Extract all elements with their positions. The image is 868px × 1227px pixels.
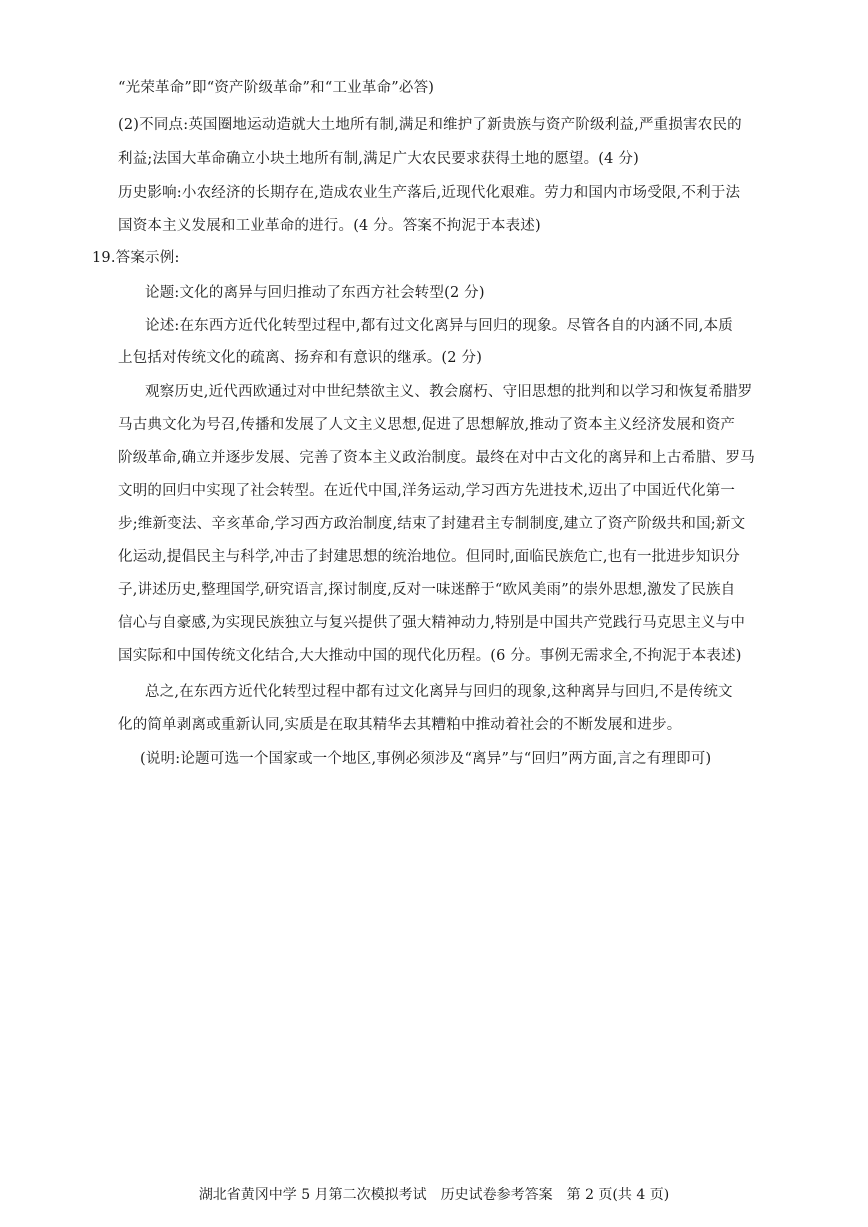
q19-summary-line: 化的简单剥离或重新认同,实质是在取其精华去其糟粕中推动着社会的不断发展和进步。	[118, 717, 682, 733]
q19-argument-line: 论述:在东西方近代化转型过程中,都有过文化离异与回归的现象。尽管各自的内涵不同,本质	[145, 318, 733, 334]
q19-header: 19.答案示例:	[92, 250, 180, 266]
page-footer: 湖北省黄冈中学 5 月第二次模拟考试 历史试卷参考答案 第 2 页(共 4 页)	[198, 1187, 670, 1203]
q19-body-line: 子,讲述历史,整理国学,研究语言,探讨制度,反对一味迷醉于“欧风美雨”的崇外思想,激发了民族自	[118, 582, 736, 598]
q18-impact-line: 历史影响:小农经济的长期存在,造成农业生产落后,近现代化艰难。劳力和国内市场受限,不利于法	[118, 185, 741, 201]
q18-difference-line: 利益;法国大革命确立小块土地所有制,满足广大农民要求获得土地的愿望。(4 分)	[118, 151, 639, 167]
q19-body-line: 信心与自豪感,为实现民族独立与复兴提供了强大精神动力,特别是中国共产党践行马克思主义与中	[118, 615, 746, 631]
q18-text-line: “光荣革命”即“资产阶级革命”和“工业革命”必答)	[118, 80, 435, 96]
q19-body-line: 阶级革命,确立并逐步发展、完善了资本主义政治制度。最终在对中古文化的离异和上古希腊、罗马	[118, 450, 755, 466]
q19-body-line: 观察历史,近代西欧通过对中世纪禁欲主义、教会腐朽、守旧思想的批判和以学习和恢复希腊罗	[145, 384, 753, 400]
q19-body-line: 化运动,提倡民主与科学,冲击了封建思想的统治地位。但同时,面临民族危亡,也有一批进步知识分	[118, 549, 740, 565]
q19-argument-line: 上包括对传统文化的疏离、扬弃和有意识的继承。(2 分)	[118, 350, 483, 366]
q18-impact-line: 国资本主义发展和工业革命的进行。(4 分。答案不拘泥于本表述)	[118, 218, 541, 234]
q18-difference-line: (2)不同点:英国圈地运动造就大土地所有制,满足和维护了新贵族与资产阶级利益,严重损害农民的	[118, 117, 742, 133]
q19-thesis: 论题:文化的离异与回归推动了东西方社会转型(2 分)	[145, 285, 485, 301]
q19-body-line: 文明的回归中实现了社会转型。在近代中国,洋务运动,学习西方先进技术,迈出了中国近代化第一	[118, 483, 736, 499]
q19-body-line: 马古典文化为号召,传播和发展了人文主义思想,促进了思想解放,推动了资本主义经济发展和资产	[118, 417, 736, 433]
q19-body-line: 步;维新变法、辛亥革命,学习西方政治制度,结束了封建君主专制制度,建立了资产阶级共和国;新文	[118, 516, 746, 532]
q19-summary-line: 总之,在东西方近代化转型过程中都有过文化离异与回归的现象,这种离异与回归,不是传统文	[145, 684, 733, 700]
q19-note: (说明:论题可选一个国家或一个地区,事例必须涉及“离异”与“回归”两方面,言之有理即可)	[140, 751, 712, 767]
q19-body-line: 国实际和中国传统文化结合,大大推动中国的现代化历程。(6 分。事例无需求全,不拘泥于本表述)	[118, 648, 742, 664]
